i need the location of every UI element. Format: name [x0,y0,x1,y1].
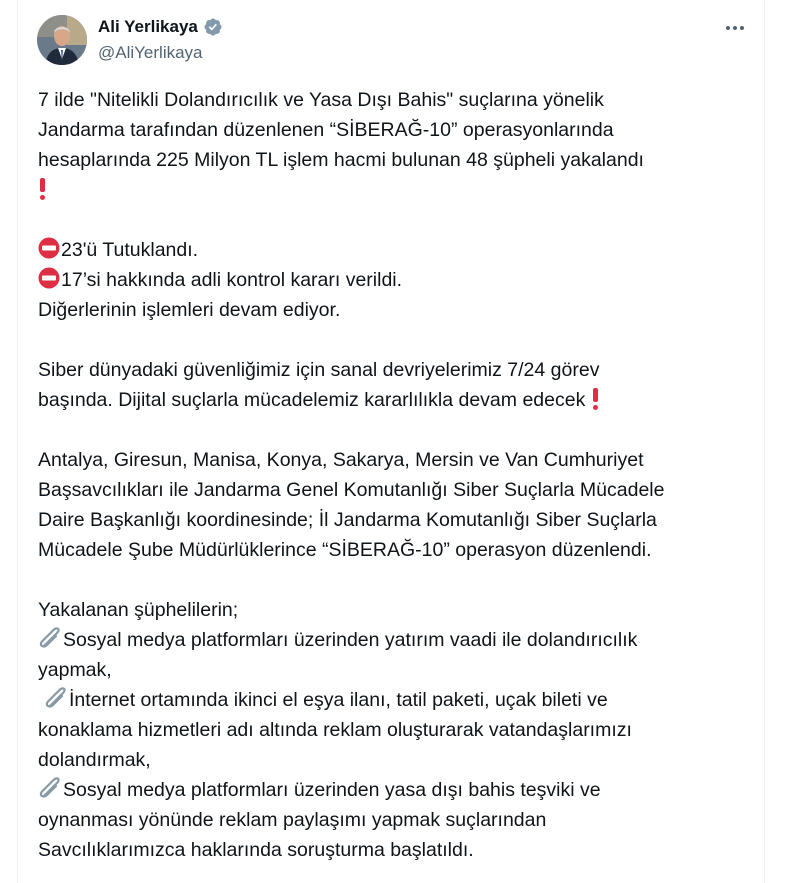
tweet-text [38,85,754,865]
author-name-row[interactable] [98,17,223,37]
no-entry-icon [38,237,60,268]
no-entry-icon [38,267,60,298]
text-line: dolandırmak, [38,749,151,771]
text-line [38,625,754,655]
author-name[interactable]: Ali Yerlikaya [98,17,198,36]
text-line [38,265,754,295]
text-line: Antalya, Giresun, Manisa, Konya, Sakarya, Mersin ve Van Cumhuriyet [38,449,644,471]
text-line: yapmak, [38,659,112,681]
paperclip-icon [44,687,68,718]
text-line: Siber dünyadaki güvenliğimiz için sanal devriyelerimiz 7/24 görev [38,359,600,381]
text-line: Mücadele Şube Müdürlüklerince “SİBERAĞ-10” operasyon düzenlendi. [38,539,652,561]
text-line [38,775,754,805]
text-line: Yakalanan şüphelilerin; [38,599,239,621]
text-line: 7 ilde "Nitelikli Dolandırıcılık ve Yasa Dışı Bahis" suçlarına yönelik [38,89,604,111]
text-line: Jandarma tarafından düzenlenen “SİBERAĞ-10” operasyonlarında [38,119,614,141]
text-line: Diğerlerinin işlemleri devam ediyor. [38,299,341,321]
paperclip-icon [38,777,62,808]
tweet-card[interactable] [17,0,765,883]
text-line [38,385,754,415]
text-line: Başsavcılıkları ile Jandarma Genel Komutanlığı Siber Suçlarla Mücadele [38,479,665,501]
text-line: Daire Başkanlığı koordinesinde; İl Jandarma Komutanlığı Siber Suçlarla [38,509,657,531]
exclamation-mark-icon [591,388,600,410]
text-line [38,175,754,205]
text-segment: başında. Dijital suçlarla mücadelemiz kararlılıkla devam edecek [38,389,591,411]
author-handle[interactable]: @AliYerlikaya [98,43,203,62]
more-options-icon[interactable] [718,16,752,40]
text-segment: Sosyal medya platformları üzerinden yatırım vaadi ile dolandırıcılık [63,629,638,651]
text-line: oynanması yönünde reklam paylaşımı yapmak suçlarından [38,809,547,831]
avatar[interactable] [37,15,87,65]
text-segment: İnternet ortamında ikinci el eşya ilanı, tatil paketi, uçak bileti ve [69,689,608,711]
text-line [38,235,754,265]
verified-badge-icon [203,17,223,37]
text-segment: Sosyal medya platformları üzerinden yasa dışı bahis teşviki ve [63,779,601,801]
text-segment: 17’si hakkında adli kontrol kararı verildi. [61,269,403,291]
paperclip-icon [38,627,62,658]
text-line [38,685,754,715]
text-line: konaklama hizmetleri adı altında reklam oluşturarak vatandaşlarımızı [38,719,632,741]
exclamation-mark-icon [38,178,47,200]
text-line: hesaplarında 225 Milyon TL işlem hacmi bulunan 48 şüpheli yakalandı [38,149,644,171]
text-line: Savcılıklarımızca haklarında soruşturma başlatıldı. [38,839,474,861]
text-segment: 23'ü Tutuklandı. [61,239,199,261]
